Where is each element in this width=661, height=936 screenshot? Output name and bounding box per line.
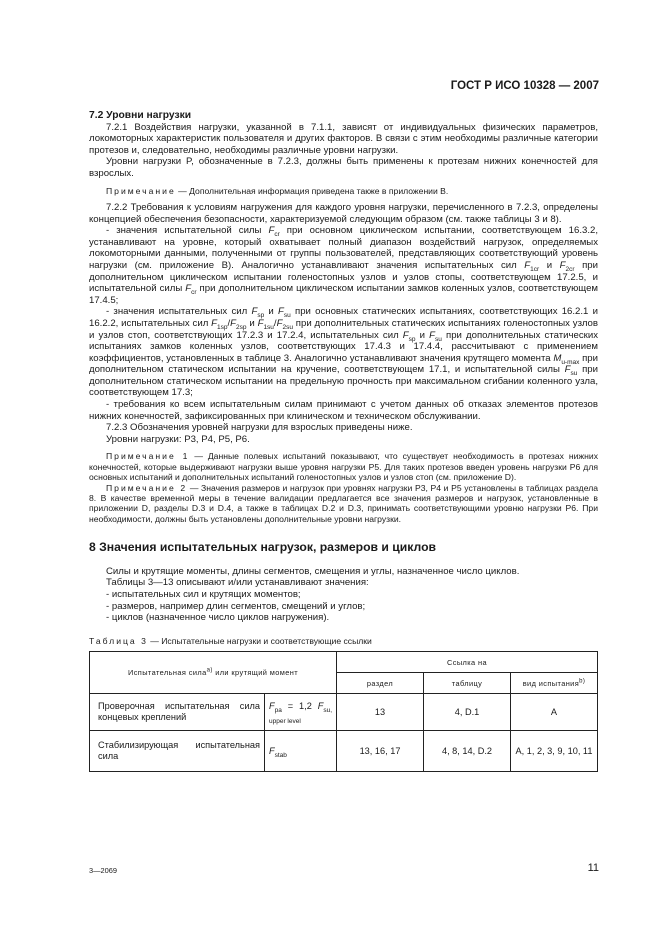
note-1-label: Примечание 1 (106, 451, 190, 462)
paragraph-load-levels-adults: Уровни нагрузки P, обозначенные в 7.2.3, должны быть применены к протезам нижних конечностей для взрослых. (89, 156, 598, 179)
table-row (90, 694, 598, 731)
list-item-forces: - испытательных сил и крутящих моментов; (106, 589, 301, 601)
table-3 (89, 651, 598, 772)
document-code: ГОСТ Р ИСО 10328 — 2007 (450, 80, 599, 92)
paragraph-7-2-3: 7.2.3 Обозначения уровней нагрузки для взрослых приведены ниже. (106, 422, 413, 434)
note-2-temporary-values (89, 483, 598, 525)
table-head-force: Испытательная сила$^{а)}$ или крутящий момент (90, 652, 337, 694)
bullet-static-forces: - значения испытательных сил $F_{sp}$ и $F_{su}$ при основных статических испытаниях, соответствующих 16.2.1 и 16.2.2, испытательных сил $F_{1sp}/F_{2sp}$ и $F_{1su}/F_{2su}$ при дополнительных статических испытаниях голеностопных узлов и узлов стоп, соответствующих 17.2.3 и 17.2.4, испытательных сил $F_{sp}$ и $F_{su}$ при дополнительных статических испытаниях замков коленных узлов, соответствующих 17.4.3 и 17.4.4, рассчитывают с применением коэффициентов, установленных в таблице 3. Аналогично устанавливают значения крутящего момента $M_{u-max}$ при дополнительном статическом испытании на кручение, соответствующем 17.1, и испытательной силы $F_{su}$ при дополнительном статическом испытании на предельную прочность при максимальном сгибании коленного узла, соответствующем 17.3; (89, 306, 598, 399)
section-8-intro: Силы и крутящие моменты, длины сегментов, смещения и углы, назначенное число циклов. (106, 565, 520, 577)
table-cell-formula: $F_{pa} = 1,2$ $F_{su, upper level}$ (265, 694, 337, 731)
table-3-caption: Таблица 3 — Испытательные нагрузки и соответствующие ссылки (89, 635, 372, 646)
table-head-section: раздел (337, 673, 424, 694)
note-1-field-tests (89, 451, 598, 482)
table-cell-formula: $F_{stab}$ (265, 731, 337, 772)
table-cell-table: 4, D.1 (424, 694, 511, 731)
note-2-text: — Значения размеров и нагрузок при уровнях нагрузки Р3, Р4 и Р5 установлены в таблицах раздела 8. В качестве временной меры в течение валидации предлагается все значения размеров и нагрузок, установленные в приложении D, разделы D.3 и D.4, а также в таблицах D.2 и D.3, принимать соответствующими уровню нагрузки Р6. При необходимости, должны быть установлены дополнительные уровни нагрузки. (89, 482, 598, 524)
table-cell-section: 13, 16, 17 (337, 731, 424, 772)
table-cell-kind: A, 1, 2, 3, 9, 10, 11 (511, 731, 598, 772)
section-7-2-title: 7.2 Уровни нагрузки (89, 110, 192, 121)
table-cell-name: Стабилизирующая испытательная сила (90, 731, 265, 772)
section-8-title: 8 Значения испытательных нагрузок, размеров и циклов (89, 540, 437, 555)
note-1-text: — Данные полевых испытаний показывают, что существует необходимость в протезах нижних конечностей, которые выдерживают нагрузки выше уровня нагрузки Р5. Для таких протезов введен уровень нагрузки Р6 для основных испытаний и дополнительных испытаний голеностопных узлов и узлов стоп (см. приложение D). (89, 451, 598, 483)
table-cell-name: Проверочная испытательная сила концевых креплений (90, 694, 265, 731)
page-number: 11 (587, 862, 599, 874)
paragraph-7-2-1: 7.2.1 Воздействия нагрузки, указанной в 7.1.1, зависят от индивидуальных физических параметров, локомоторных характеристик пользователя и других факторов. В связи с этим необходимы различные категории протезов и, следовательно, необходимы различные уровни нагрузки. (89, 121, 598, 156)
note-label: Примечание (106, 185, 176, 196)
note-appendix-b (89, 186, 598, 196)
table-head-table: таблицу (424, 673, 511, 694)
note-2-label: Примечание 2 (106, 482, 188, 493)
print-code: 3—2069 (89, 866, 117, 875)
table-head-kind: вид испытания$^{b)}$ (511, 673, 598, 694)
table-cell-kind: A (511, 694, 598, 731)
table-head-reference: Ссылка на (337, 652, 598, 673)
bullet-failure-data: - требования ко всем испытательным силам принимают с учетом данных об отказах элементов протезов нижних конечностей, зафиксированных при клиническом и техническом обслуживании. (89, 399, 598, 422)
paragraph-7-2-2: 7.2.2 Требования к условиям нагружения для каждого уровня нагрузки, перечисленного в 7.2.3, определены концепцией обеспечения безопасности, характеризуемой следующим образом (см. также таблицы 3 и 8). (89, 201, 598, 225)
list-item-dimensions: - размеров, например длин сегментов, смещений и углов; (106, 600, 366, 612)
table-row (90, 731, 598, 772)
note-text: — Дополнительная информация приведена также в приложении В. (175, 185, 449, 196)
list-item-cycles: - циклов (назначенное число циклов нагружения). (106, 612, 330, 624)
page-content (89, 110, 598, 772)
paragraph-load-levels-list: Уровни нагрузки: Р3, Р4, Р5, Р6. (106, 433, 250, 445)
section-8-tables-desc: Таблицы 3—13 описывают и/или устанавливают значения: (106, 577, 369, 589)
table-cell-table: 4, 8, 14, D.2 (424, 731, 511, 772)
table-cell-section: 13 (337, 694, 424, 731)
bullet-cyclic-forces: - значения испытательной силы $F_{cr}$ при основном циклическом испытании, соответствующем 16.3.2, устанавливают на уровне, который охватывает полный диапазон воздействий нагрузок, определяемых локомоторными данными, полученными от группы пользователей, представляющих соответствующий уровень нагрузки (см. приложение В). Аналогично устанавливают значения испытательных сил $F_{1cr}$ и $F_{2cr}$ при дополнительном циклическом испытании голеностопных узлов и узлов стопы, соответствующем 17.2.5, и испытательной силы $F_{cr}$ при дополнительном циклическом испытании замков коленных узлов, соответствующем 17.4.5; (89, 225, 598, 306)
